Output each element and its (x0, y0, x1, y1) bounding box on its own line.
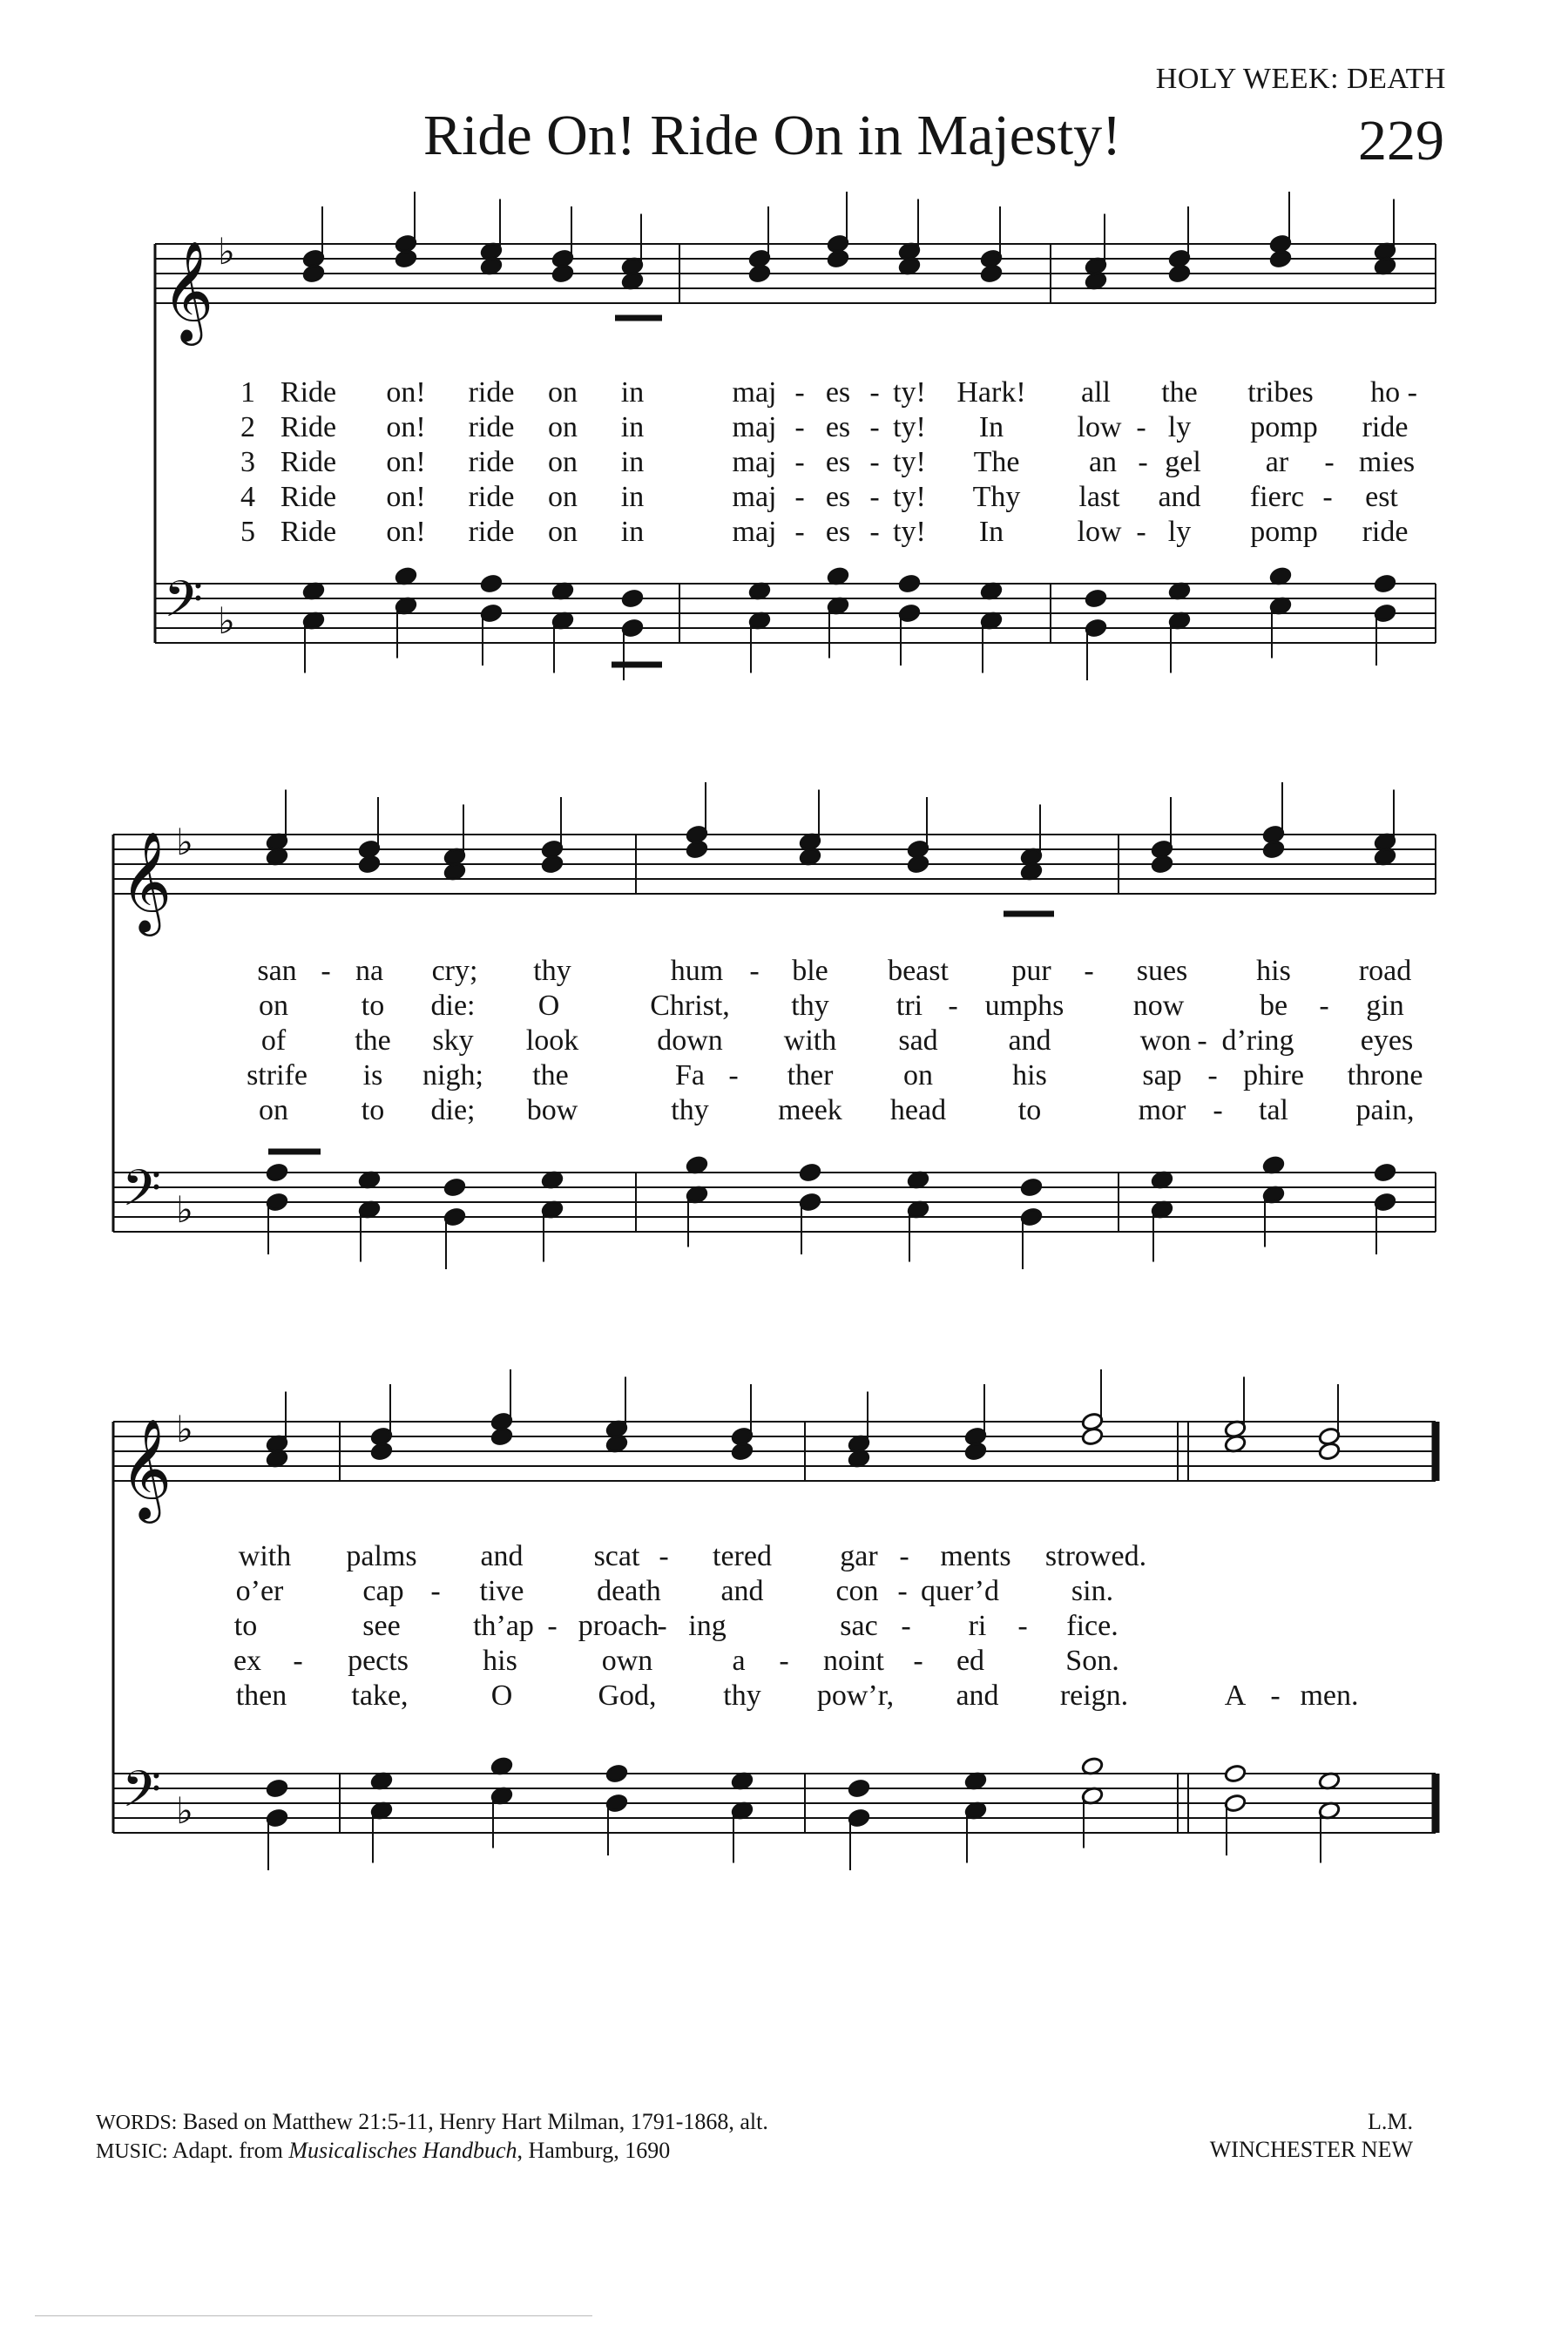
verse-number: 5 (240, 516, 255, 548)
notehead (980, 264, 1003, 284)
syllable: - (1213, 1094, 1223, 1126)
syllable: - (948, 990, 958, 1022)
lyric-line (0, 990, 1568, 1028)
syllable: his (1012, 1059, 1047, 1092)
tune-name: WINCHESTER NEW (1209, 2137, 1413, 2162)
syllable: Son. (1065, 1645, 1119, 1677)
syllable: tered (713, 1540, 772, 1572)
lyric-line (0, 1540, 1568, 1578)
syllable: ty! (893, 411, 926, 443)
syllable: - (1136, 516, 1146, 548)
notehead (1374, 574, 1396, 594)
notehead (551, 264, 574, 284)
meter: L.M. (1368, 2109, 1413, 2134)
lyric-line (0, 376, 1568, 415)
syllable: scat (593, 1540, 640, 1572)
verse-number: 2 (240, 411, 255, 443)
notehead (358, 855, 381, 875)
syllable: - (1324, 446, 1335, 478)
hymn-number: 229 (1358, 109, 1444, 172)
syllable: look (525, 1024, 579, 1057)
syllable: ride (468, 446, 515, 478)
syllable: - (657, 1610, 667, 1642)
syllable: - (869, 411, 880, 443)
syllable: - (1197, 1024, 1207, 1057)
syllable: - (1270, 1680, 1281, 1712)
notehead (1224, 1764, 1247, 1784)
syllable: and (956, 1680, 999, 1712)
syllable: to (361, 990, 385, 1022)
syllable: - (897, 1575, 908, 1607)
syllable: bow (526, 1094, 578, 1126)
syllable: - (869, 481, 880, 513)
verse-number: 1 (240, 376, 255, 409)
syllable: es (825, 411, 851, 443)
syllable: - (779, 1645, 789, 1677)
syllable: maj (732, 376, 777, 409)
syllable: Ride (280, 446, 337, 478)
notehead (480, 574, 503, 594)
words-credit (96, 2108, 768, 2137)
syllable: thy (723, 1680, 761, 1712)
notehead (731, 1442, 754, 1462)
notehead (443, 1178, 466, 1198)
syllable: ble (792, 955, 828, 987)
syllable: reign. (1059, 1680, 1129, 1712)
syllable: o’er (235, 1575, 284, 1607)
syllable: - (794, 446, 805, 478)
bass-clef: 𝄢 (164, 570, 204, 641)
syllable: tribes (1247, 376, 1314, 409)
syllable: - (869, 376, 880, 409)
syllable: the (532, 1059, 569, 1092)
syllable: O (537, 990, 560, 1022)
syllable: pomp (1250, 516, 1318, 548)
syllable: ride (1362, 516, 1409, 548)
music-label: MUSIC: (96, 2140, 168, 2163)
syllable: on (548, 446, 578, 478)
syllable: thy (791, 990, 829, 1022)
notehead (1269, 249, 1292, 269)
syllable: nigh; (422, 1059, 483, 1092)
syllable: umphs (984, 990, 1064, 1022)
notehead (266, 1163, 288, 1183)
syllable: tive (479, 1575, 524, 1607)
syllable: Ride (280, 411, 337, 443)
syllable: be (1259, 990, 1288, 1022)
syllable: pur (1011, 955, 1051, 987)
syllable: his (1256, 955, 1291, 987)
syllable: and (1158, 481, 1201, 513)
syllable: cap (362, 1575, 404, 1607)
syllable: on (548, 376, 578, 409)
lyric-line (0, 1575, 1568, 1613)
syllable: and (480, 1540, 524, 1572)
lyric-line (0, 411, 1568, 449)
notehead (266, 1779, 288, 1799)
syllable: the (355, 1024, 391, 1057)
syllable: thy (671, 1094, 709, 1126)
syllable: proach (578, 1610, 659, 1642)
syllable: pain, (1355, 1094, 1415, 1126)
syllable: pow’r, (816, 1680, 895, 1712)
syllable: on (259, 990, 288, 1022)
syllable: maj (732, 481, 777, 513)
syllable: The (973, 446, 1020, 478)
syllable: noint (823, 1645, 884, 1677)
syllable: - (901, 1610, 911, 1642)
syllable: - (321, 955, 331, 987)
syllable: - (659, 1540, 669, 1572)
syllable: ty! (893, 376, 926, 409)
syllable: ty! (893, 481, 926, 513)
syllable: - (1017, 1610, 1028, 1642)
syllable: take, (351, 1680, 409, 1712)
notehead (1262, 840, 1285, 860)
syllable: ex (233, 1645, 262, 1677)
syllable: Fa (675, 1059, 705, 1092)
syllable: mies (1358, 446, 1416, 478)
syllable: sues (1136, 955, 1188, 987)
syllable: - (869, 516, 880, 548)
key-flat: ♭ (176, 1789, 193, 1832)
music-source-title: Musicalisches Handbuch (288, 2138, 517, 2163)
syllable: - (749, 955, 760, 987)
syllable: on (903, 1059, 933, 1092)
syllable: maj (732, 516, 777, 548)
syllable: - (728, 1059, 739, 1092)
notehead (898, 574, 921, 594)
syllable: ride (1362, 411, 1409, 443)
syllable: th’ap (473, 1610, 534, 1642)
syllable: sin. (1071, 1575, 1114, 1607)
notehead (1081, 1427, 1104, 1447)
syllable: low (1077, 516, 1122, 548)
syllable: all (1081, 376, 1111, 409)
notehead (1085, 589, 1107, 609)
syllable: an (1088, 446, 1118, 478)
lyric-line (0, 516, 1568, 554)
syllable: - (1084, 955, 1094, 987)
syllable: see (362, 1610, 401, 1642)
syllable: ho - (1370, 376, 1417, 409)
notehead (827, 249, 849, 269)
syllable: on! (386, 516, 426, 548)
syllable: ride (468, 516, 515, 548)
syllable: meek (778, 1094, 842, 1126)
syllable: fierc (1249, 481, 1305, 513)
syllable: to (233, 1610, 258, 1642)
syllable: and (720, 1575, 764, 1607)
notehead (686, 840, 708, 860)
treble-clef: 𝄞 (162, 240, 214, 341)
key-flat: ♭ (176, 821, 193, 863)
syllable: strowed. (1044, 1540, 1147, 1572)
treble-clef: 𝄞 (120, 830, 172, 932)
lyric-line (0, 446, 1568, 484)
syllable: on! (386, 411, 426, 443)
syllable: ed (956, 1645, 985, 1677)
footer-rule (35, 2315, 592, 2316)
syllable: Hark! (956, 376, 1026, 409)
syllable: now (1132, 990, 1185, 1022)
syllable: then (235, 1680, 287, 1712)
syllable: ty! (893, 446, 926, 478)
words-source: Based on Matthew 21:5-11, Henry Hart Milman, 1791-1868, alt. (182, 2109, 768, 2134)
syllable: ly (1167, 411, 1192, 443)
syllable: to (1017, 1094, 1042, 1126)
notehead (302, 264, 325, 284)
notehead (964, 1442, 987, 1462)
lyric-line (0, 1645, 1568, 1683)
notehead (799, 1163, 821, 1183)
syllable: - (547, 1610, 558, 1642)
key-flat: ♭ (218, 599, 235, 642)
syllable: own (601, 1645, 653, 1677)
syllable: gin (1366, 990, 1404, 1022)
syllable: in (620, 481, 645, 513)
syllable: maj (732, 446, 777, 478)
lyric-line (0, 481, 1568, 519)
syllable: - (1319, 990, 1329, 1022)
syllable: - (794, 411, 805, 443)
notehead (621, 589, 644, 609)
syllable: die; (430, 1094, 476, 1126)
syllable: O (490, 1680, 513, 1712)
syllable: in (620, 446, 645, 478)
section-heading: HOLY WEEK: DEATH (1155, 63, 1446, 95)
syllable: on! (386, 376, 426, 409)
syllable: Ride (280, 376, 337, 409)
syllable: - (430, 1575, 441, 1607)
syllable: ride (468, 481, 515, 513)
syllable: beast (888, 955, 949, 987)
syllable: throne (1347, 1059, 1423, 1092)
syllable: low (1077, 411, 1122, 443)
lyric-line (0, 1094, 1568, 1132)
syllable: palms (346, 1540, 417, 1572)
syllable: In (978, 411, 1004, 443)
syllable: in (620, 516, 645, 548)
music-credit (96, 2137, 768, 2166)
syllable: sad (898, 1024, 938, 1057)
syllable: hum (670, 955, 724, 987)
syllable: quer’d (921, 1575, 999, 1607)
syllable: sky (432, 1024, 474, 1057)
syllable: ride (468, 411, 515, 443)
notehead (1151, 855, 1173, 875)
syllable: down (657, 1024, 723, 1057)
credits (96, 2108, 768, 2166)
syllable: road (1358, 955, 1412, 987)
syllable: es (825, 376, 851, 409)
notehead (1168, 264, 1191, 284)
notehead (848, 1779, 870, 1799)
syllable: Thy (972, 481, 1021, 513)
syllable: with (238, 1540, 292, 1572)
verse-number: 3 (240, 446, 255, 478)
syllable: in (620, 376, 645, 409)
syllable: - (1207, 1059, 1218, 1092)
syllable: Ride (280, 516, 337, 548)
syllable: - (293, 1645, 303, 1677)
notehead (370, 1442, 393, 1462)
syllable: pomp (1250, 411, 1318, 443)
syllable: d’ring (1221, 1024, 1294, 1057)
syllable: ments (940, 1540, 1011, 1572)
syllable: - (1138, 446, 1148, 478)
syllable: ther (787, 1059, 834, 1092)
syllable: on! (386, 481, 426, 513)
syllable: ly (1167, 516, 1192, 548)
syllable: con (835, 1575, 879, 1607)
syllable: ty! (893, 516, 926, 548)
lyric-line (0, 955, 1568, 993)
notehead (1374, 1163, 1396, 1183)
syllable: - (1136, 411, 1146, 443)
notehead (1020, 1178, 1043, 1198)
verse-number: 4 (240, 481, 255, 513)
syllable: san (257, 955, 297, 987)
syllable: mor (1138, 1094, 1186, 1126)
syllable: na (355, 955, 384, 987)
music-source-post: , Hamburg, 1690 (517, 2138, 671, 2163)
syllable: on! (386, 446, 426, 478)
syllable: gar (840, 1540, 878, 1572)
lyric-line (0, 1610, 1568, 1648)
syllable: head (889, 1094, 947, 1126)
syllable: a (732, 1645, 746, 1677)
notehead (605, 1764, 628, 1784)
syllable: of (260, 1024, 287, 1057)
syllable: death (597, 1575, 661, 1607)
syllable: last (1078, 481, 1120, 513)
hymn-title: Ride On! Ride On in Majesty! (423, 104, 1122, 167)
syllable: A (1224, 1680, 1247, 1712)
tune-info (1210, 2108, 1413, 2164)
syllable: ri (968, 1610, 987, 1642)
syllable: - (794, 516, 805, 548)
syllable: Ride (280, 481, 337, 513)
syllable: es (825, 481, 851, 513)
syllable: ride (468, 376, 515, 409)
syllable: - (869, 446, 880, 478)
syllable: - (1322, 481, 1333, 513)
syllable: on (548, 516, 578, 548)
syllable: sap (1142, 1059, 1182, 1092)
syllable: men. (1300, 1680, 1359, 1712)
syllable: - (913, 1645, 923, 1677)
syllable: on (259, 1094, 288, 1126)
syllable: in (620, 411, 645, 443)
syllable: thy (533, 955, 571, 987)
syllable: tri (896, 990, 923, 1022)
syllable: the (1161, 376, 1198, 409)
syllable: es (825, 516, 851, 548)
bass-clef: 𝄢 (122, 1760, 162, 1831)
syllable: to (361, 1094, 385, 1126)
syllable: ar (1265, 446, 1289, 478)
syllable: tal (1259, 1094, 1288, 1126)
key-flat: ♭ (218, 230, 235, 273)
key-flat: ♭ (176, 1408, 193, 1450)
notehead (541, 855, 564, 875)
syllable: strife (247, 1059, 308, 1092)
syllable: - (794, 481, 805, 513)
syllable: his (483, 1645, 517, 1677)
syllable: and (1008, 1024, 1051, 1057)
syllable: maj (732, 411, 777, 443)
syllable: phire (1243, 1059, 1304, 1092)
syllable: - (899, 1540, 909, 1572)
lyric-line (0, 1059, 1568, 1098)
music-source-pre: Adapt. from (172, 2138, 283, 2163)
lyric-line (0, 1024, 1568, 1063)
lyric-line (0, 1680, 1568, 1718)
syllable: Christ, (650, 990, 730, 1022)
syllable: gel (1165, 446, 1201, 478)
syllable: die: (430, 990, 476, 1022)
syllable: sac (840, 1610, 878, 1642)
notehead (395, 249, 417, 269)
words-label: WORDS: (96, 2112, 178, 2134)
syllable: won (1139, 1024, 1192, 1057)
syllable: ing (688, 1610, 727, 1642)
syllable: est (1365, 481, 1398, 513)
syllable: on (548, 481, 578, 513)
syllable: In (978, 516, 1004, 548)
key-flat: ♭ (176, 1188, 193, 1231)
syllable: is (362, 1059, 383, 1092)
notehead (490, 1427, 513, 1447)
syllable: with (783, 1024, 837, 1057)
syllable: - (794, 376, 805, 409)
syllable: pects (348, 1645, 409, 1677)
notehead (907, 855, 929, 875)
treble-clef: 𝄞 (120, 1417, 172, 1519)
notehead (748, 264, 771, 284)
syllable: fice. (1066, 1610, 1119, 1642)
syllable: cry; (431, 955, 478, 987)
syllable: God, (598, 1680, 657, 1712)
syllable: on (548, 411, 578, 443)
bass-clef: 𝄢 (122, 1159, 162, 1230)
syllable: eyes (1360, 1024, 1414, 1057)
notehead (1318, 1442, 1341, 1462)
syllable: es (825, 446, 851, 478)
